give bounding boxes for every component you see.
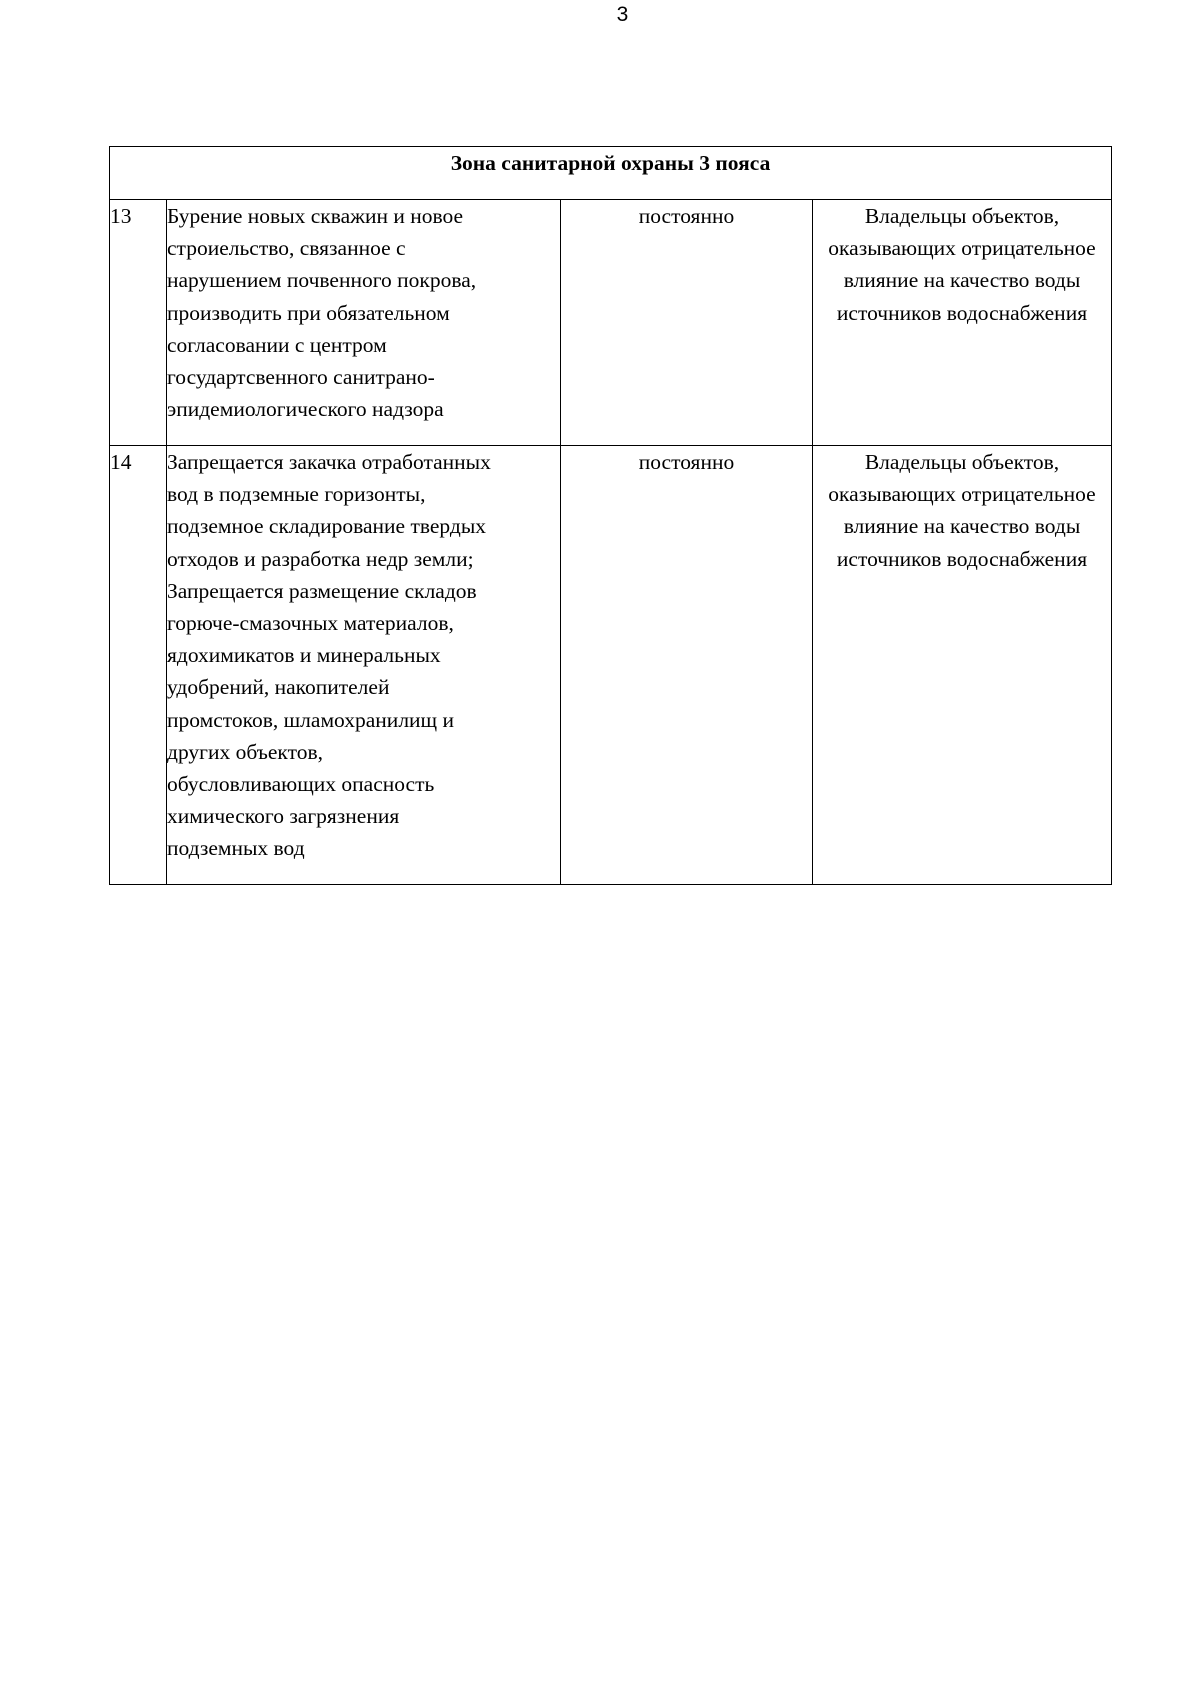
- row-description: [167, 446, 561, 885]
- description-line: других объектов,: [167, 739, 323, 764]
- description-line: подземное складирование твердых: [167, 514, 487, 539]
- description-line: горюче-смазочных материалов,: [167, 611, 454, 636]
- description-line: отходов и разработка недр земли;: [167, 546, 474, 571]
- table-header-row: [110, 147, 1112, 200]
- row-term: постоянно: [561, 446, 813, 885]
- table-row: [110, 446, 1112, 885]
- row-responsible: Владельцы объектов, оказывающих отрицательное влияние на качество воды источников водоснабжения: [813, 200, 1112, 446]
- description-line: государтсвенного санитрано-: [167, 365, 435, 390]
- description-line: производить при обязательном: [167, 300, 450, 325]
- page-number: 3: [616, 3, 629, 26]
- row-number: 13: [110, 200, 167, 446]
- description-line: удобрений, накопителей: [167, 675, 390, 700]
- description-line: нарушением почвенного покрова,: [167, 268, 477, 293]
- description-line: ядохимикатов и минеральных: [167, 643, 441, 668]
- description-line: Запрещается закачка отработанных: [167, 450, 491, 474]
- row-responsible: Владельцы объектов, оказывающих отрицательное влияние на качество воды источников водоснабжения: [813, 446, 1112, 885]
- sanitary-zone-table: [109, 146, 1112, 885]
- description-line: эпидемиологического надзора: [167, 397, 444, 422]
- table-row: [110, 200, 1112, 446]
- description-line: Бурение новых скважин и новое: [167, 204, 464, 228]
- description-line: строиельство, связанное с: [167, 236, 406, 261]
- row-description: [167, 200, 561, 446]
- description-line: подземных вод: [167, 836, 305, 861]
- row-number: 14: [110, 446, 167, 885]
- zone-header: Зона санитарной охраны 3 пояса: [110, 147, 1112, 200]
- description-line: обусловливающих опасность: [167, 772, 435, 797]
- row-term: постоянно: [561, 200, 813, 446]
- description-line: согласовании с центром: [167, 332, 387, 357]
- description-line: вод в подземные горизонты,: [167, 482, 426, 507]
- description-line: Запрещается размещение складов: [167, 578, 477, 603]
- description-line: промстоков, шламохранилищ и: [167, 707, 454, 732]
- description-line: химического загрязнения: [167, 804, 400, 829]
